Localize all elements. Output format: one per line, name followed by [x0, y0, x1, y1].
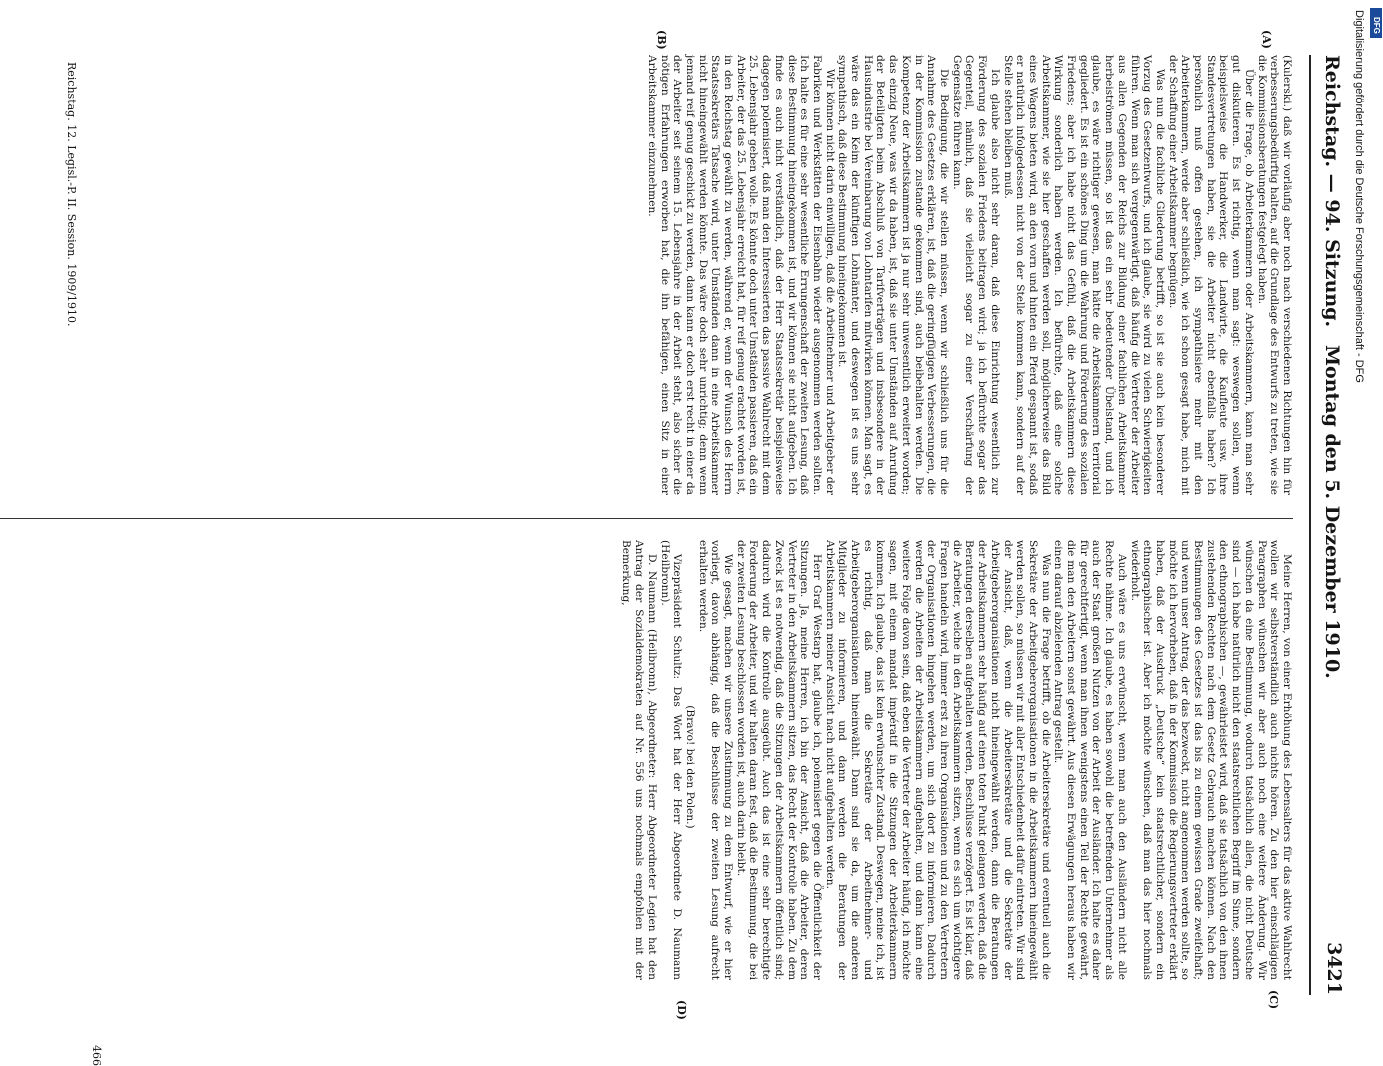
header-left: Reichstag. — 94. Sitzung. — [1321, 55, 1343, 328]
paragraph: Meine Herren, von einer Erhöhung des Lebensalters für das aktive Wahlrecht wollen wir selbstverständlich auch nichts hören. Zu den hier einschlägigen Paragraphen wünschen wir aber auch noch eine weitere Änderung. Wir wünschen da eine Bestimmung, wodurch tatsächlich allen, die nicht Deutsche sind — ich habe natürlich nicht den staatsrechtlichen Begriff im Sinne, sondern den ethnographischen —, gewährleistet wird, daß sie tatsächlich von den ihnen zustehenden Rechten nach dem Gesetz Gebrauch machen können. Nach den Bestimmungen des Gesetzes ist das bis zu einem gewissen Grade zweifelhaft; und wenn unser Antrag, der das bezweckt, nicht angenommen werden sollte, so möchte ich hervorheben, daß in der Kommission die Regierungsvertreter erklärt haben, daß der Ausdruck „Deutsche“ kein staatsrechtlicher, sondern ein ethnographischer ist. Aber ich möchte wünschen, daß man das hier nochmals wiederholt. — [1128, 540, 1293, 980]
digitization-credit — [1347, 10, 1365, 700]
paragraph: Was nun die Frage betrifft, ob die Arbeitersekretäre und eventuell auch die Sekretäre der Arbeitgeberorganisationen in die Arbeitskammern hineingewählt werden sollen, so müssen wir mit aller Entschiedenheit dafür eintreten. Wir sind der Ansicht, daß, wenn die Arbeitersekretäre und die Sekretäre der Arbeitgeberorganisationen nicht hineingewählt werden, dann die Beratungen der Arbeitskammern sehr häufig auf einen toten Punkt gelangen werden, daß die Beratungen derselben aufgehalten werden, Beschlüsse verzögert. Es ist klar, daß die Arbeiter, welche in den Arbeitskammern sitzen, wenn es sich um wichtigere Fragen handeln wird, immer erst zu ihren Organisationen und zu den Vertretern der Organisationen hingehen werden, um sich dort zu informieren. Dadurch werden die Arbeiten der Arbeitskammern aufgehalten, und dann kann eine weitere Folge davon sein, daß eben die Vertreter der Arbeiter häufig, ich möchte sagen, mit einem mandat impératif in die Sitzungen der Arbeiterkammern kommen. Ich glaube, das ist kein erwünschter Zustand. Deswegen, meine ich, ist es richtig, daß man die Sekretäre der Arbeitnehmer- und Arbeitgeberorganisationen hineinwählt. Dann sind sie da, um die anderen Mitglieder zu informieren, und dann werden die Beratungen der Arbeitskammern meiner Ansicht nach nicht aufgehalten werden. — [823, 540, 1052, 980]
dfg-logo — [1370, 8, 1382, 38]
paragraph: Was nun die fachliche Gliederung betrifft, so ist sie auch kein besonderer Vorzug des Gesetzentwurfs, und ich glaube, sie wird zu vielen Schwierigkeiten führen. Wenn man sich vergegenwärtigt, daß häufig die Vertreter der Arbeiter aus allen Gegenden der Reichs zur Bildung einer fachlichen Arbeitskammer herbeiströmen müssen, so ist das ein sehr bedeutender Übelstand, und ich glaube, es wäre richtiger gewesen, man hätte die Arbeitskammern territorial gegliedert. Es ist ein schönes Ding um die Wahrung und Förderung des sozialen Friedens; aber ich habe nicht das Gefühl, daß die Arbeitskammern diese Wirkung sonderlich haben werden. Ich befürchte, daß eine solche Arbeitskammer, wie sie hier geschaffen werden soll, möglicherweise das Bild eines Wagens bieten wird, an den vorn und hinten ein Pferd gespannt ist, sodaß er natürlich infolgedessen nicht von der Stelle kommen kann, sondern auf der Stelle stehen bleiben muß. — [1001, 55, 1166, 495]
paragraph: D. Naumann (Heilbronn), Abgeordneter: Herr Abgeordneter Legien hat den Antrag der Sozialdemokraten auf Nr. 556 uns nochmals empfohlen mit der Bemerkung, — [620, 540, 658, 980]
marker-c: (C) — [1267, 990, 1280, 1010]
paragraph: Über die Frage, ob Arbeiterkammern oder Arbeitskammern, kann man sehr gut diskutieren. Es ist richtig, wenn man sagt: weswegen sollen, wenn beispielsweise die Handwerker, die Landwirte, die Kaufleute usw. ihre Standesvertretungen haben, sie die Arbeiter nicht ebenfalls haben? Ich persönlich muß offen gestehen, ich sympathisiere mehr mit den Arbeiterkammern, werde aber schließlich, wie ich schon gesagt habe, mich mit der Schaffung einer Arbeitskammer begnügen. — [1166, 55, 1255, 495]
paragraph: Wie gesagt, machen wir unsere Zustimmung zu dem Entwurf, wie er hier vorliegt, davon abhängig, daß die Beschlüsse der zweiten Lesung aufrecht erhalten werden. — [696, 540, 735, 980]
credit-text: Digitalisierung gefördert durch die Deutsche Forschungsgemeinschaft - DFG — [1353, 10, 1365, 383]
paragraph: Auch wäre es uns erwünscht, wenn man auch den Ausländern nicht alle Rechte nähme. Ich glaube, es haben sowohl die betreffenden Unternehmer als auch der Staat großen Nutzen von der Arbeit der Ausländer. Ich halte es daher für gerechtfertigt, wenn man ihnen wenigstens einen Teil der Rechte gewährt, die man den Arbeitern sonst gewährt. Aus diesen Erwägungen heraus haben wir einen darauf abzielenden Antrag gestellt. — [1052, 540, 1128, 980]
paragraph: (Kulerski.) daß wir vorläufig aber noch nach verschiedenen Richtungen hin für verbesserungsbedürftig halten, auf die Grundlage des Entwurfs zu treten, wie sie die Kommissionsberatungen festgelegt haben. — [1255, 55, 1293, 495]
paragraph: Vizepräsident Schultz: Das Wort hat der Herr Abgeordnete D. Naumann (Heilbronn). — [658, 540, 684, 980]
paragraph: Ich glaube also nicht sehr daran, daß diese Einrichtung wesentlich zur Förderung des sozialen Friedens beitragen wird; ja ich befürchte sogar das Gegenteil, nämlich, daß sie vielleicht sogar zu einer Verschärfung der Gegensätze führen kann. — [950, 55, 1001, 495]
paragraph: Die Bedingung, die wir stellen müssen, wenn wir schließlich uns für die Annahme des Gesetzes erklären, ist, daß die geringfügigen Verbesserungen, die in der Kommission zustande gekommen sind, auch beibehalten werden. Die Kompetenz der Arbeitskammern ist ja nur sehr unwesentlich erweitert worden; das einzig Neue, was wir da haben, ist, daß sie unter Umständen auf Anrufung der Beteiligten beim Abschluß von Tarifverträgen und insbesondere in der Hausindustrie bei Vereinbarung von Lohntarifen mitwirken können. Man sagt, es wäre das ein Keim der künftigen Lohnämter, und deswegen ist es uns sehr sympathisch, daß diese Bestimmung hineingekommen ist. — [836, 55, 951, 495]
marker-d: (D) — [675, 1000, 688, 1020]
footer-session: Reichstag. 12. Legisl.-P. II. Session. 1909/1910. — [65, 62, 78, 327]
paragraph: (Bravo! bei den Polen.) — [683, 705, 696, 829]
header-date: Montag den 5. Dezember 1910. — [1321, 345, 1343, 679]
paragraph: Wir können nicht darin einwilligen, daß die Arbeitnehmer und Arbeitgeber der Fabriken und Werkstätten der Eisenbahn wieder ausgenommen werden sollten. Ich halte es für eine sehr wesentliche Errungenschaft der zweiten Lesung, daß diese Bestimmung hineingekommen ist, und wir können sie nicht aufgeben. Ich finde es auch nicht verständlich, daß der Herr Staatssekretär beispielsweise dagegen polemisiert, daß man den Interessierten das passive Wahlrecht mit dem 25. Lebensjahr geben wolle. Es könnte doch unter Umständen passieren, daß ein Arbeiter, der das 25. Lebensjahr erreicht hat, für reif genug erachtet worden ist, in den Reichstag gewählt zu werden, während er, wenn der Wunsch des Herrn Staatssekretärs Tatsache wird, unter Umständen dann in eine Arbeitskammer nicht hineingewählt werden könnte. Das wäre doch sehr unrichtig; denn wenn jemand reif genug geschickt zu werden, dann kann er doch erst recht in einer da der Arbeiter seit seinem 15. Lebensjahre in der Arbeit steht, also sicher die nötigen Erfahrungen erworben hat, die ihn befähigen, einen Sitz in einer Arbeitskammer einzunehmen. — [645, 55, 836, 495]
marker-a: (A) — [1260, 30, 1273, 49]
page-number: 3421 — [1323, 942, 1345, 995]
header-rule — [1309, 55, 1311, 995]
dfg-logo-text: DFG — [1372, 17, 1381, 34]
paragraph: Herr Graf Westarp hat, glaube ich, polemisiert gegen die Öffentlichkeit der Sitzungen. Ja, meine Herren, ich bin der Ansicht, daß die Arbeiter, deren Vertreter in den Arbeitskammern sitzen, das Recht der Kontrolle haben. Zu dem Zweck ist es notwendig, daß die Sitzungen der Arbeitskammern öffentlich sind; dadurch wird die Kontrolle ausgeübt. Auch das ist eine sehr berechtigte Forderung der Arbeiter, und wir halten daran fest, daß die Bestimmung, die bei der zweiten Lesung beschlossen worden ist, auch darin bleibt. — [734, 540, 823, 980]
footer-number: 466 — [90, 1045, 103, 1066]
left-column — [645, 55, 1293, 495]
marker-b: (B) — [655, 30, 668, 50]
column-divider — [0, 518, 1293, 519]
right-column — [620, 540, 1293, 980]
